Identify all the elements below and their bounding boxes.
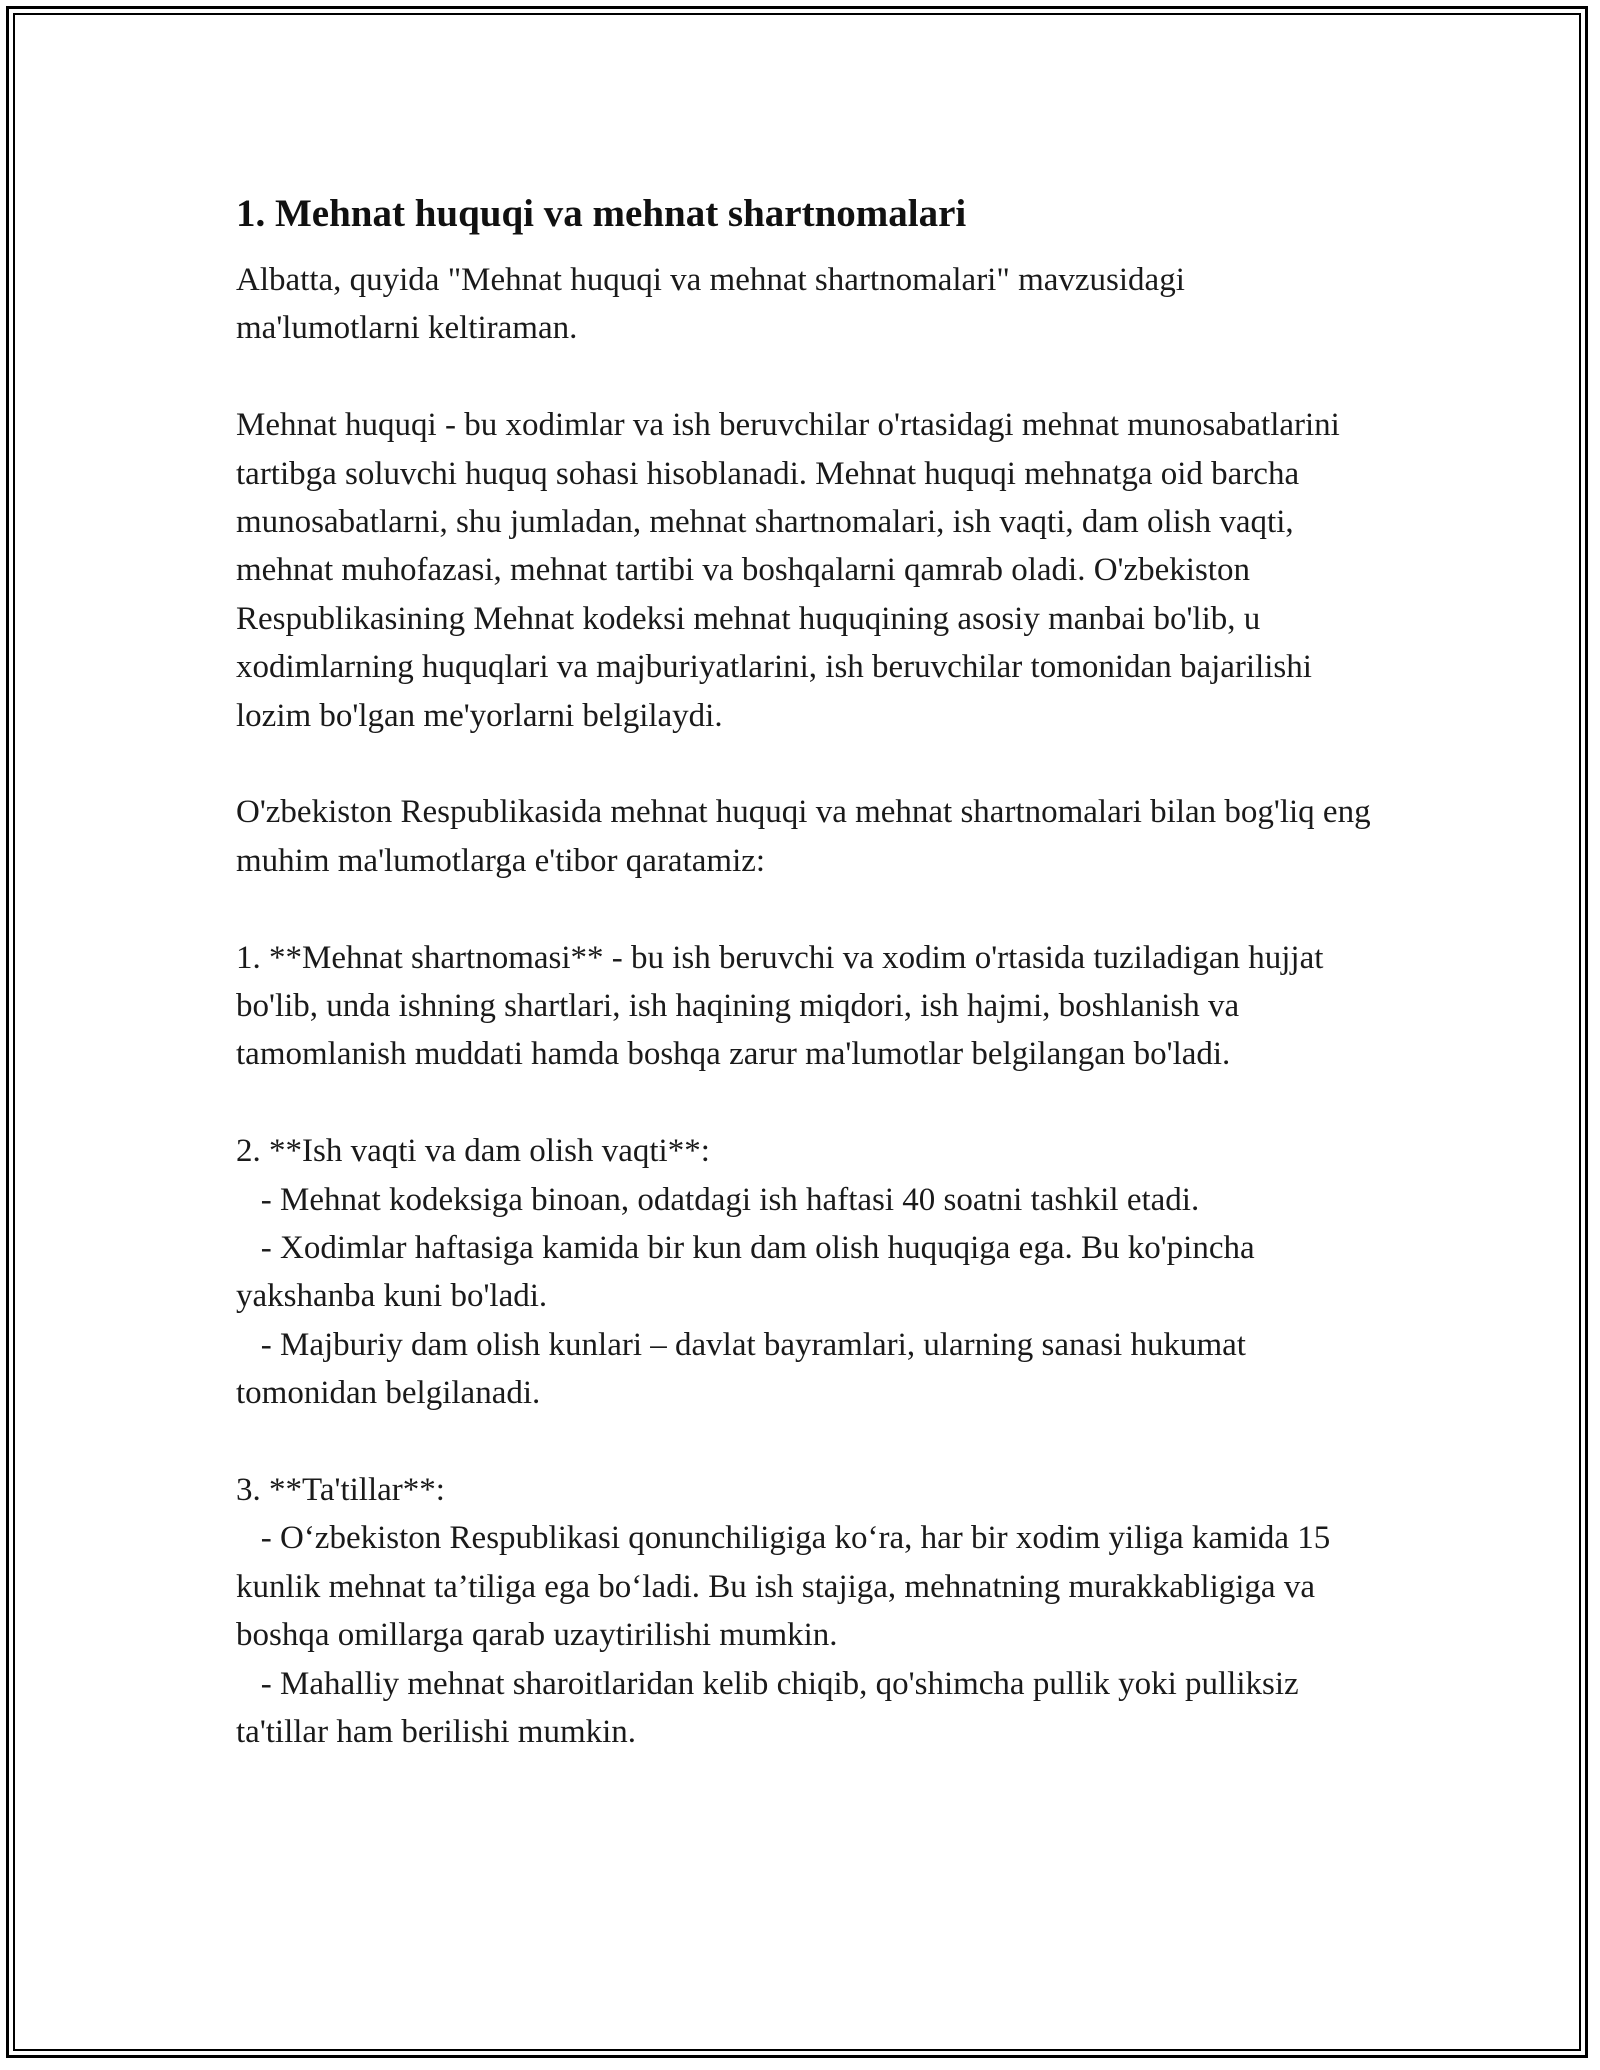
section-heading: 1. Mehnat huquqi va mehnat shartnomalari bbox=[236, 192, 967, 235]
paragraph-spacer bbox=[236, 740, 1376, 788]
bullet-line: - Xodimlar haftasiga kamida bir kun dam olish huquqiga ega. Bu ko'pincha yakshanba kuni bo'ladi. bbox=[236, 1230, 1263, 1315]
lead-in-paragraph: O'zbekiston Respublikasida mehnat huquqi va mehnat shartnomalari bilan bog'liq eng muhim ma'lumotlarga e'tibor qaratamiz: bbox=[236, 794, 1379, 879]
document-body bbox=[236, 186, 1379, 1757]
bullet-line: - Mehnat kodeksiga binoan, odatdagi ish haftasi 40 soatni tashkil etadi. bbox=[260, 1181, 1200, 1218]
paragraph-spacer bbox=[236, 1079, 1376, 1127]
definition-paragraph: Mehnat huquqi - bu xodimlar va ish beruvchilar o'rtasidagi mehnat munosabatlarini tartibga soluvchi huquq sohasi hisoblanadi. Mehnat huquqi mehnatga oid barcha munosabatlarni, shu jumladan, mehnat shartnomalari, ish vaqti, dam olish vaqti, mehnat muhofazasi, mehnat tartibi va boshqalarni qamrab oladi. O'zbekiston Respublikasining Mehnat kodeksi mehnat huquqining asosiy manbai bo'lib, u xodimlarning huquqlari va majburiyatlarini, ish beruvchilar tomonidan bajarilishi lozim bo'lgan me'yorlarni belgilaydi. bbox=[236, 407, 1349, 734]
intro-paragraph: Albatta, quyida "Mehnat huquqi va mehnat shartnomalari" mavzusidagi ma'lumotlarni keltiraman. bbox=[236, 262, 1194, 347]
list-item-vacations bbox=[236, 1466, 1376, 1756]
list-item-title: 3. **Ta'tillar**: bbox=[236, 1472, 445, 1509]
bullet-line: - Majburiy dam olish kunlari – davlat bayramlari, ularning sanasi hukumat tomonidan belgilanadi. bbox=[236, 1326, 1255, 1412]
list-item-working-time bbox=[236, 1127, 1376, 1417]
list-item-contract: 1. **Mehnat shartnomasi** - bu ish beruvchi va xodim o'rtasida tuziladigan hujjat bo'lib, unda ishning shartlari, ish haqining miqdori, ish hajmi, boshlanish va tamomlanish muddati hamda boshqa zarur ma'lumotlar belgilangan bo'ladi. bbox=[236, 939, 1332, 1073]
paragraph-spacer bbox=[236, 885, 1376, 933]
paragraph-spacer bbox=[236, 353, 1376, 401]
paragraph-spacer bbox=[236, 1418, 1376, 1466]
bullet-line: - Mahalliy mehnat sharoitlaridan kelib chiqib, qo'shimcha pullik yoki pulliksiz ta'tillar ham berilishi mumkin. bbox=[236, 1665, 1307, 1751]
bullet-line: - O‘zbekiston Respublikasi qonunchiligiga ko‘ra, har bir xodim yiliga kamida 15 kunlik mehnat ta’tiliga ega bo‘ladi. Bu ish stajiga, mehnatning murakkabligiga va boshqa omillarga qarab uzaytirilishi mumkin. bbox=[236, 1520, 1339, 1654]
list-item-title: 2. **Ish vaqti va dam olish vaqti**: bbox=[236, 1133, 710, 1170]
